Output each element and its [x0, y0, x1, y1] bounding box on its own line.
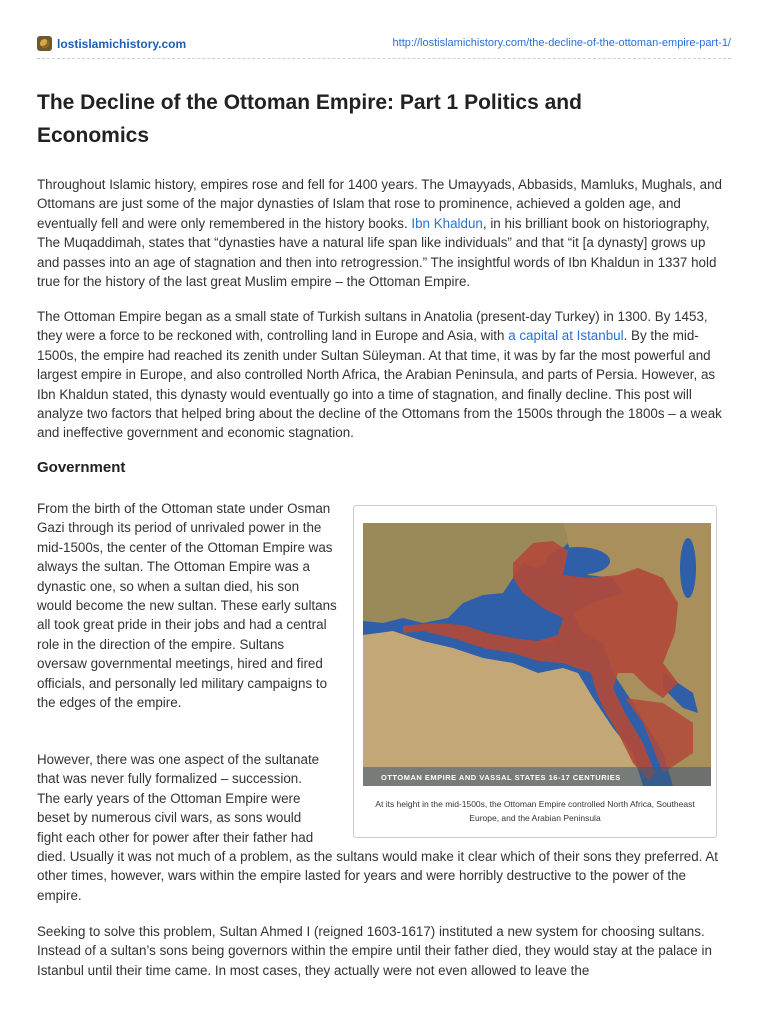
map-caspian-sea [680, 538, 696, 598]
para2-text: The Ottoman Empire began as a small state of Turkish sultans in Anatolia (present-day Turkey) in 1300. By 1453, they were a force to be reckoned with, controlling land in Europe and Asia, with [37, 309, 708, 344]
government-paragraph-1: From the birth of the Ottoman state under Osman Gazi through its period of unrivaled power in the mid-1500s, the center of the Ottoman Empire was always the sultan. The Ottoman Empire was a dynastic one, so when a sultan died, his son would become the new sultan. These early sultans all took great pride in their jobs and had a central role in the direction of the empire. Sultans oversaw governmental meetings, hired and fired officials, and personally led military campaigns to the edges of the empire. [37, 501, 337, 711]
gov-para2-rest: died. Usually it was not much of a problem, as the sultans would make it clear which of their sons they preferred. At other times, however, wars within the empire lasted for years and were horribly destructive to the power of the empire. [37, 849, 719, 903]
gov-para2-line: that was never fully formalized – succession. [37, 771, 302, 787]
intro-text-cont: , in his brilliant book on historiography, The Muqaddimah, states that “dynasties have a natural life span like individuals” and that “it [a dynasty] grows up and passes into an age of stagnation and then into retrogression.” The insightful words of Ibn Khaldun in 1337 hold true for the history of the last great Muslim empire – the Ottoman Empire. [37, 215, 717, 290]
section-heading-government: Government [37, 459, 126, 476]
map-island [586, 636, 596, 640]
intro-paragraph [37, 175, 725, 291]
gov-para2-line: fight each other for power after their father had [37, 829, 314, 845]
paragraph-ahmed: Seeking to solve this problem, Sultan Ahmed I (reigned 1603-1617) instituted a new system for choosing sultans. Instead of a sultan’s sons being governors within the empire until their father died, they would stay at the palace in Istanbul until their time came. In most cases, they actually were not even allowed to leave the [37, 924, 712, 978]
capital-istanbul-link[interactable]: a capital at Istanbul [508, 328, 624, 344]
article-title: The Decline of the Ottoman Empire: Part 1 Politics and Economics [37, 91, 582, 147]
gov-para2-line: The early years of the Ottoman Empire were [37, 790, 301, 806]
paragraph-2 [37, 307, 725, 443]
ottoman-empire-map[interactable] [363, 523, 711, 786]
map-svg [363, 523, 711, 786]
site-logo-icon [37, 36, 52, 51]
gov-para2-line: However, there was one aspect of the sultanate [37, 752, 320, 767]
map-island [540, 639, 556, 643]
gov-para2-line: beset by numerous civil wars, as sons would [37, 810, 302, 826]
page-url[interactable]: http://lostislamichistory.com/the-decline-of-the-ottoman-empire-part-1/ [392, 37, 731, 49]
ibn-khaldun-link[interactable]: Ibn Khaldun [411, 215, 483, 231]
intro-text: Throughout Islamic history, empires rose and fell for 1400 years. The Umayyads, Abbasids, Mamluks, Mughals, and Ottomans are just some of the major dynasties of Islam that rose to prominence, achieved a golden age, and eventually fell and were only remembered in the history books. [37, 177, 722, 231]
map-figure [353, 505, 717, 838]
map-title: OTTOMAN EMPIRE AND VASSAL STATES 16-17 CENTURIES [381, 773, 621, 782]
figure-caption: At its height in the mid-1500s, the Ottoman Empire controlled North Africa, Southeast Europe, and the Arabian Peninsula [375, 799, 695, 823]
site-brand[interactable] [37, 36, 186, 51]
para2-text-cont: . By the mid-1500s, the empire had reached its zenith under Sultan Süleyman. At that time, it was by far the most powerful and largest empire in Europe, and also controlled North Africa, the Arabian Peninsula, and parts of Persia. However, as Ibn Khaldun stated, this dynasty would eventually go into a time of stagnation, and finally decline. This post will analyze two factors that helped bring about the decline of the Ottomans from the 1500s through the 1800s – a weak and ineffective government and economic stagnation. [37, 328, 722, 441]
site-name[interactable]: lostislamichistory.com [57, 36, 187, 51]
page-header [37, 36, 731, 59]
